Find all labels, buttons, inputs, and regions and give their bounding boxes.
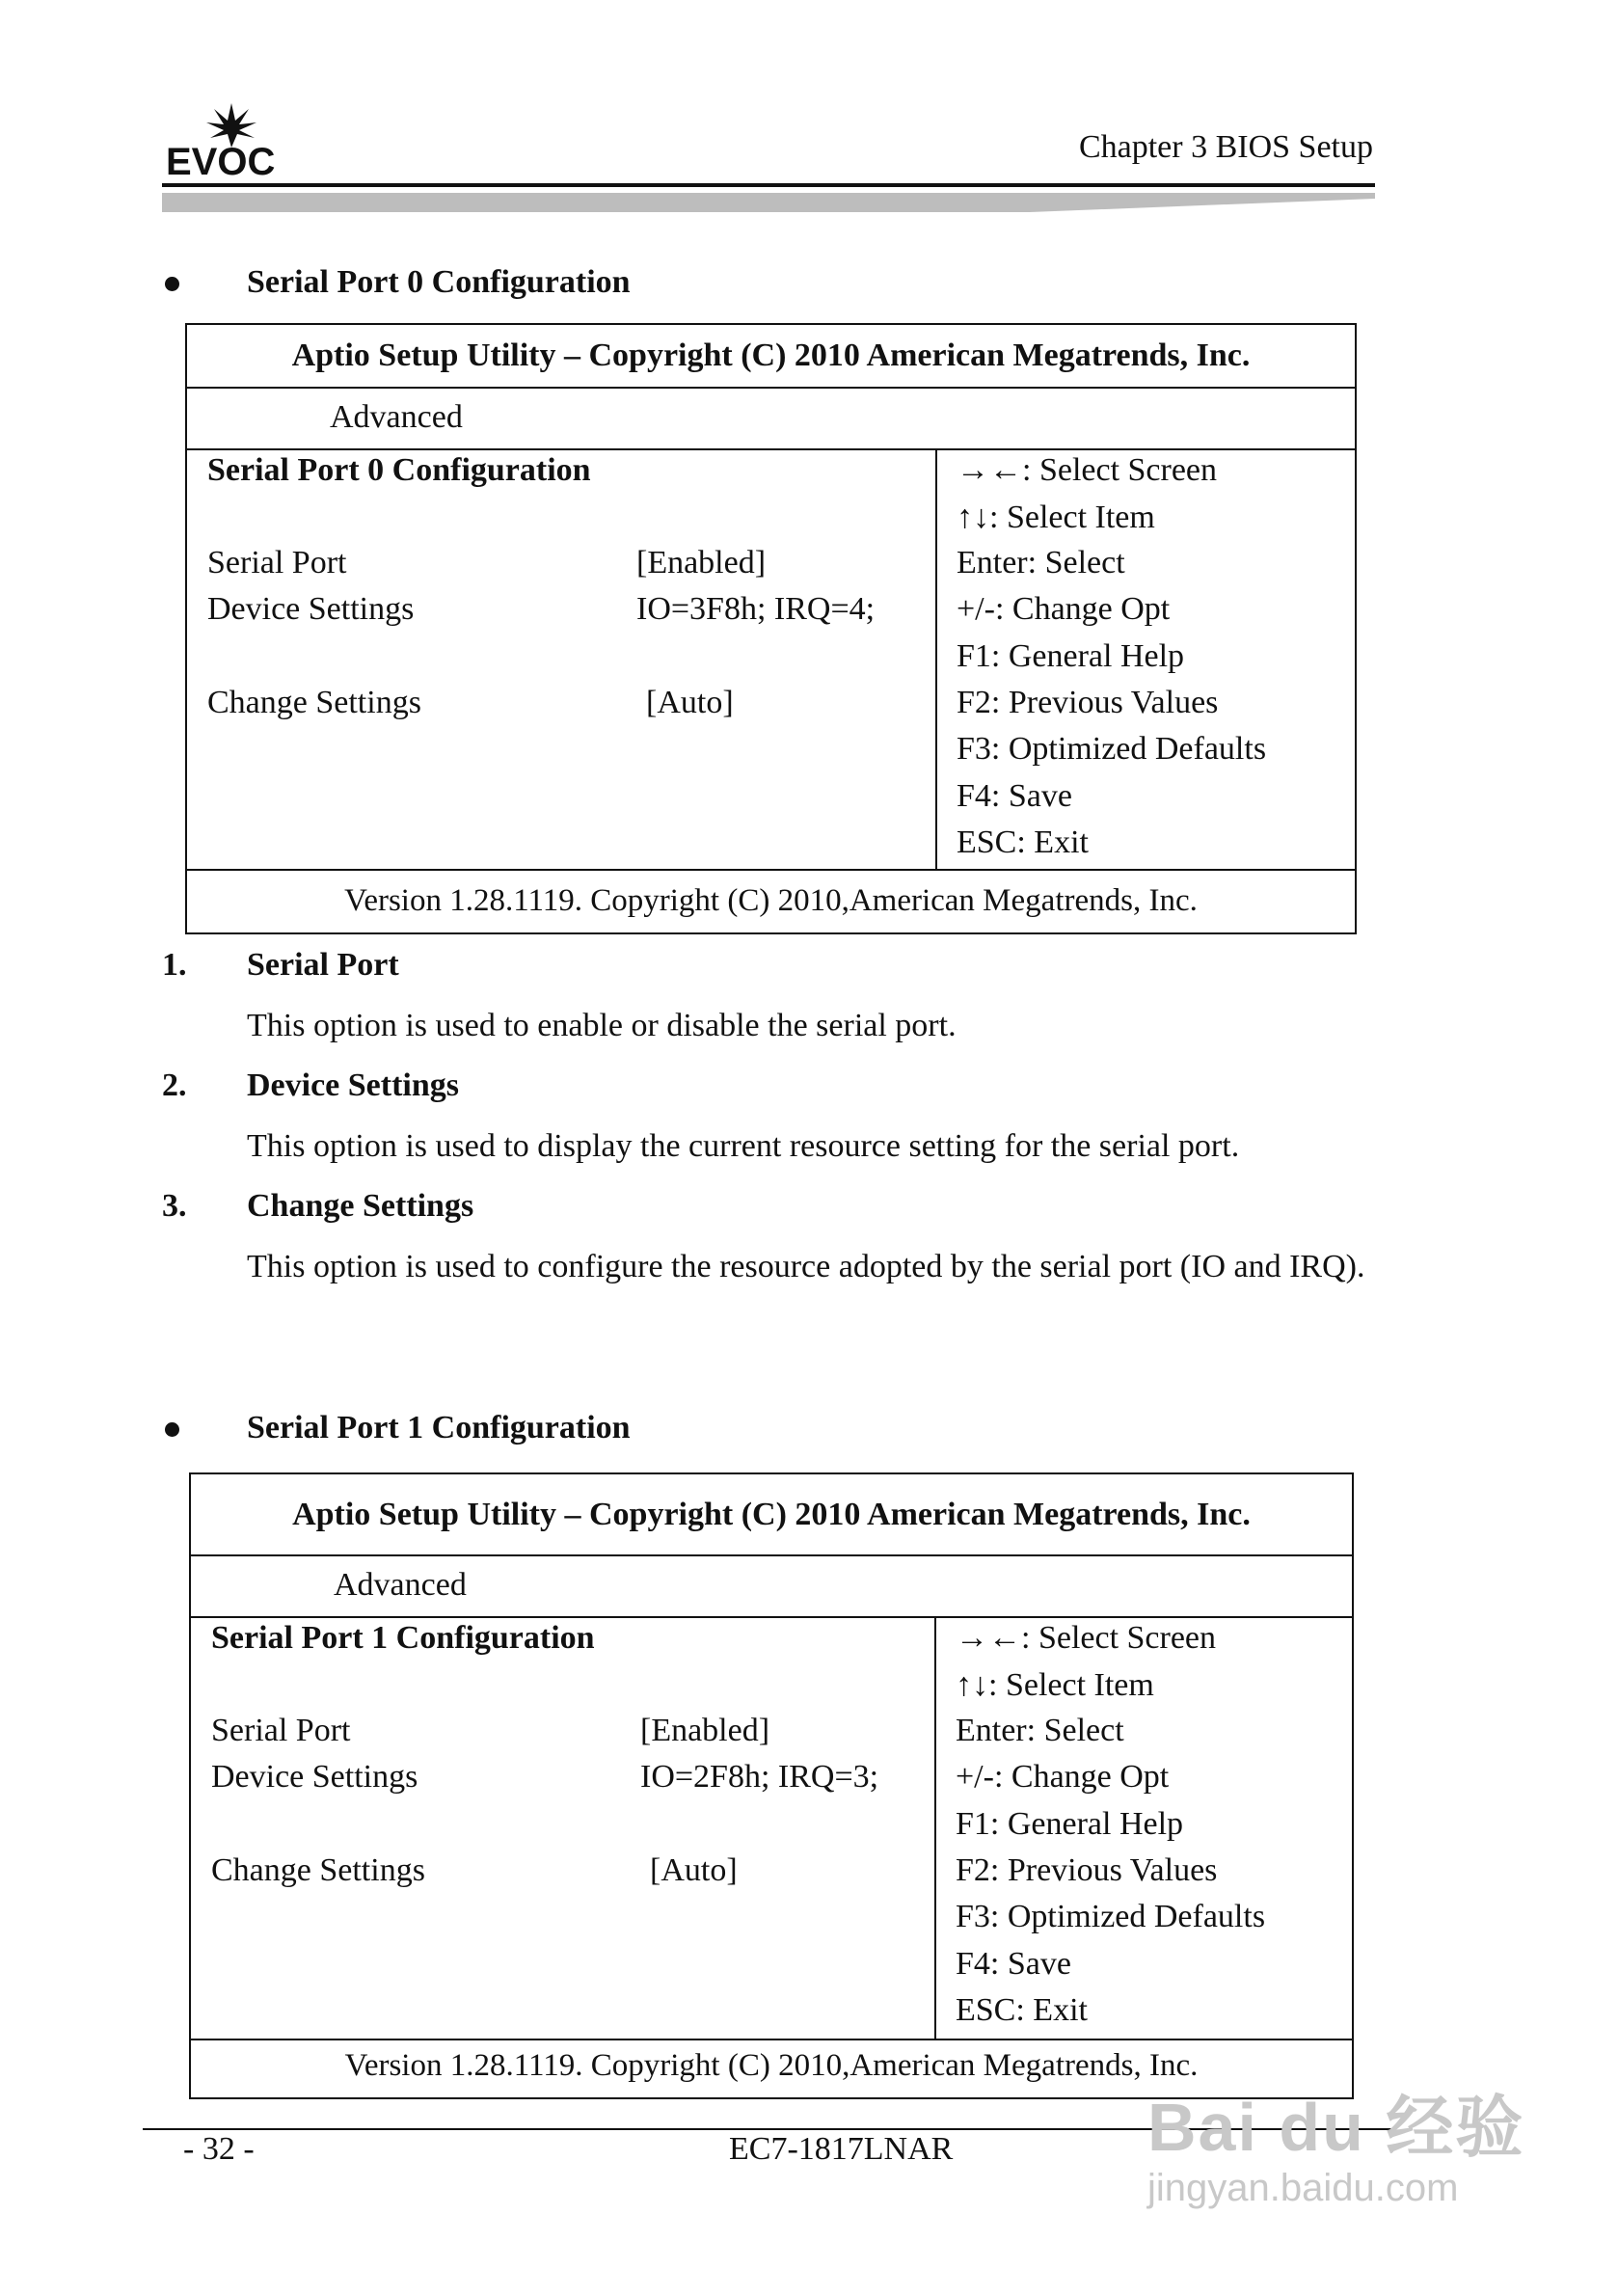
item-title: Device Settings [247, 1067, 460, 1103]
section-bullet [165, 1422, 179, 1437]
help-line: +/-: Change Opt [957, 591, 1171, 627]
watermark-sub: jingyan.baidu.com [1147, 2167, 1459, 2209]
item-title: Serial Port [247, 947, 399, 983]
panel-title: Serial Port 0 Configuration [207, 452, 591, 488]
help-line: Enter: Select [956, 1713, 1124, 1748]
model-name: EC7-1817LNAR [729, 2131, 954, 2167]
setting-value[interactable]: [Auto] [646, 685, 734, 720]
setting-label: Change Settings [211, 1852, 425, 1888]
help-line: ESC: Exit [956, 1992, 1088, 2028]
setting-value: IO=2F8h; IRQ=3; [640, 1759, 879, 1795]
help-line: F1: General Help [957, 638, 1185, 674]
help-line: →←: Select Screen [956, 1620, 1217, 1656]
help-line: F4: Save [957, 778, 1072, 814]
setting-label: Serial Port [211, 1713, 351, 1748]
tab-label: Advanced [330, 399, 463, 435]
chapter-title: Chapter 3 BIOS Setup [1078, 129, 1373, 165]
setting-value[interactable]: [Auto] [650, 1852, 738, 1888]
bios-footer: Version 1.28.1119. Copyright (C) 2010,American Megatrends, Inc. [344, 883, 1198, 918]
setting-value: IO=3F8h; IRQ=4; [636, 591, 876, 627]
help-line: F1: General Help [956, 1806, 1184, 1842]
bios-main-panel [187, 448, 1355, 871]
panel-divider [934, 1616, 936, 2039]
item-desc: This option is used to enable or disable the serial port. [247, 1008, 957, 1043]
setting-label: Change Settings [207, 685, 421, 720]
help-line: F2: Previous Values [957, 685, 1219, 720]
panel-title: Serial Port 1 Configuration [211, 1620, 595, 1656]
setting-value[interactable]: [Enabled] [640, 1713, 770, 1748]
logo-text: EVOC [166, 141, 276, 178]
help-line: →←: Select Screen [957, 452, 1218, 488]
header-rule [162, 183, 1375, 218]
setting-label: Serial Port [207, 545, 347, 581]
help-line: F4: Save [956, 1946, 1071, 1982]
help-line: Enter: Select [957, 545, 1125, 581]
section-heading: Serial Port 1 Configuration [247, 1410, 631, 1445]
help-line: F3: Optimized Defaults [957, 731, 1267, 767]
item-desc: This option is used to configure the resource adopted by the serial port (IO and IRQ). [247, 1249, 1365, 1284]
item-number: 2. [162, 1067, 187, 1103]
help-line: +/-: Change Opt [956, 1759, 1170, 1795]
watermark-main: Bai du 经验 [1147, 2090, 1525, 2165]
bios-title: Aptio Setup Utility – Copyright (C) 2010 American Megatrends, Inc. [187, 325, 1355, 389]
item-number: 1. [162, 947, 187, 983]
help-line: ↑↓: Select Item [956, 1667, 1154, 1703]
bios-title: Aptio Setup Utility – Copyright (C) 2010 American Megatrends, Inc. [191, 1474, 1352, 1556]
page-number: - 32 - [183, 2131, 255, 2167]
setting-label: Device Settings [207, 591, 415, 627]
bios-tab-advanced[interactable] [191, 1554, 1352, 1618]
setting-label: Device Settings [211, 1759, 418, 1795]
setting-value[interactable]: [Enabled] [636, 545, 767, 581]
bios-footer: Version 1.28.1119. Copyright (C) 2010,American Megatrends, Inc. [344, 2048, 1199, 2083]
tab-label: Advanced [334, 1567, 467, 1603]
bios-screen [185, 323, 1357, 934]
item-desc: This option is used to display the current resource setting for the serial port. [247, 1128, 1240, 1164]
help-line: ↑↓: Select Item [957, 500, 1155, 535]
help-line: ESC: Exit [957, 824, 1089, 860]
item-title: Change Settings [247, 1188, 474, 1224]
bios-screen [189, 1472, 1354, 2099]
item-number: 3. [162, 1188, 187, 1224]
help-line: F2: Previous Values [956, 1852, 1218, 1888]
bios-tab-advanced[interactable] [187, 387, 1355, 450]
baidu-watermark [1147, 2073, 1524, 2210]
section-bullet [165, 277, 179, 291]
section-heading: Serial Port 0 Configuration [247, 264, 631, 300]
help-line: F3: Optimized Defaults [956, 1899, 1266, 1934]
evoc-logo [162, 101, 287, 178]
bios-main-panel [191, 1616, 1352, 2040]
panel-divider [935, 448, 937, 869]
